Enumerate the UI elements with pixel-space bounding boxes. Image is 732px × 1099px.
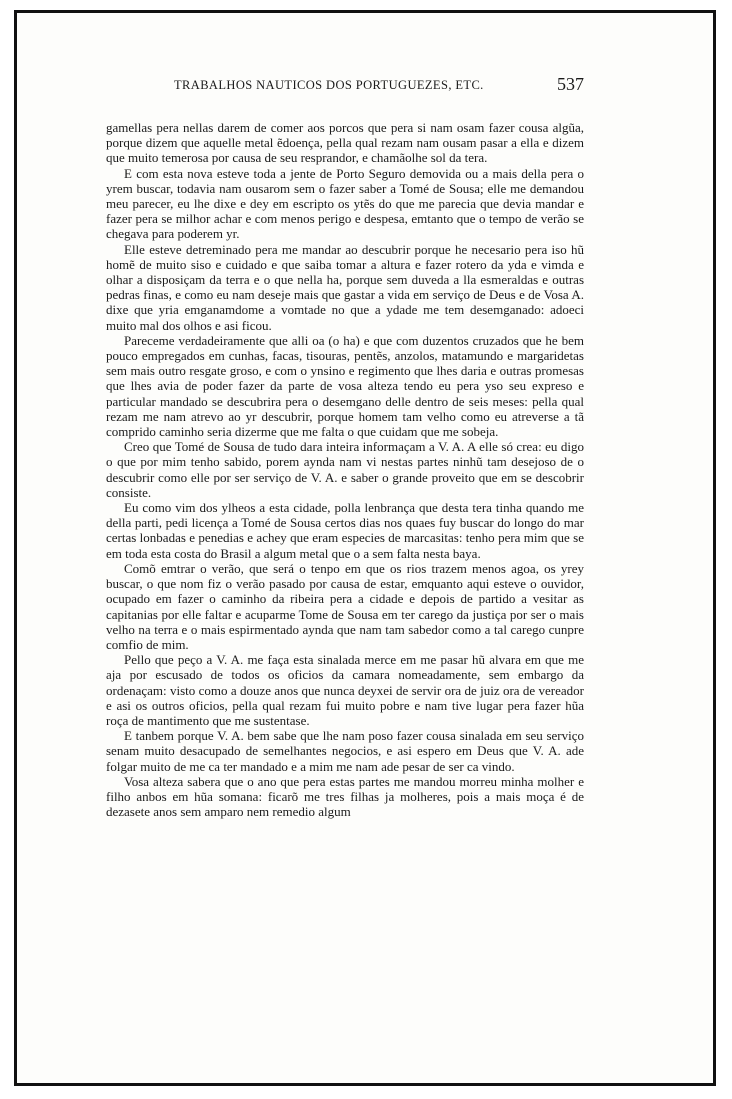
paragraph-5: Creo que Tomé de Sousa de tudo dara inteira informaçam a V. A. A elle só crea: eu digo o que por mim tenho sabido, porem aynda nam vi nestas partes ninhũ tam desejoso de o descubrir como elle por ser serviço de V. A. e saber o grande proveito que em se descobrir consiste. xyxy=(106,439,584,500)
body-text xyxy=(106,120,584,819)
paragraph-4: Pareceme verdadeiramente que alli oa (o ha) e que com duzentos cruzados que he bem pouco empregados em cunhas, facas, tisouras, pentẽs, anzolos, matamundo e margaridetas sem mais outro resgate groso, e com o ynsino e regimento que lhes daria e outras promesas que lhes avia de poder fazer da parte de vosa alteza tendo eu pera yso seu expreso e particular mandado se descubrira pera o desemgano delle dentro de seis meses: pella qual rezam me nam atrevo ao yr descubrir, porque homem tam velho como eu atreverse a tã comprido caminho seria dizerme que me falta o que cuidam que me sobeja. xyxy=(106,332,584,440)
paragraph-9: E tanbem porque V. A. bem sabe que lhe nam poso fazer cousa sinalada em seu serviço senam muito desacupado de semelhantes negocios, e asi espero em Deus que V. A. ade folgar muito de me ca ter mandado e a mim me nam ade pesar de ser ca vindo. xyxy=(106,728,584,774)
paragraph-6: Eu como vim dos ylheos a esta cidade, polla lenbrança que desta tera tinha quando me della parti, pedi licença a Tomé de Sousa certos dias nos quaes fuy buscar do longo do mar certas lonbadas e penedias e achey que eram especies de marcasitas: tenho pera mim que se em toda esta costa do Brasil a algum metal que o a sem falta nesta baya. xyxy=(106,500,584,561)
paragraph-1: gamellas pera nellas darem de comer aos porcos que pera si nam osam fazer cousa algũa, porque dizem que aquelle metal ẽdoença, pella qual rezam nam ousam pasar a ella e dizem que muito temerosa por causa de seu resprandor, e chamãolhe sol da tera. xyxy=(106,120,584,166)
paragraph-2: E com esta nova esteve toda a jente de Porto Seguro demovida ou a mais della pera o yrem buscar, todavia nam ousarom sem o fazer saber a Tomé de Sousa; elle me demandou meu parecer, eu lhe dixe e dey em escripto os ytẽs do que me parecia que devia mandar e fazer pera se milhor achar e com menos perigo e despesa, emtanto que o tempo de verão se chegava para poderem yr. xyxy=(106,165,584,242)
paragraph-8: Pello que peço a V. A. me faça esta sinalada merce em me pasar hũ alvara em que me aja por escusado de todos os oficios da camara nomeadamente, sem embargo da ordenaçam: visto como a douze anos que nunca deyxei de servir ora de juiz ora de vereador e asi os outros oficios, pella qual rezam fui muito pobre e nam tive lugar pera fazer hũa roça de mantimento que me sustentase. xyxy=(106,652,584,728)
paragraph-7: Comõ emtrar o verão, que será o tenpo em que os rios trazem menos agoa, os yrey buscar, o que nom fiz o verão pasado por causa de estar, emquanto aqui esteve o ouvidor, ocupado em fazer o caminho da ribeira pera a cidade e depois de partido a vesitar as capitanias por elle faltar e acuparme Tome de Sousa em ter carego da justiça por ser o mais velho na terra e o mais espirmentado aynda que nam tam sabedor como a tal carego cunpre comfio de mim. xyxy=(106,560,584,652)
paragraph-3: Elle esteve detreminado pera me mandar ao descubrir porque he necesario pera iso hũ homẽ de muito siso e cuidado e que saiba tomar a altura e fazer rotero da yda e vimda e olhar a disposiçam da terra e o que nella ha, porque sem duveda a lla esmeraldas e outras pedras finas, e como eu nam deseje mais que gastar a vida em serviço de Deus e de Vosa A. dixe que yria emganamdome a vomtade no que a ydade me tem desemganado: adoeci muito mal dos olhos e asi ficou. xyxy=(106,241,584,333)
paragraph-10: Vosa alteza sabera que o ano que pera estas partes me mandou morreu minha molher e filho anbos em hũa somana: ficarõ me tres filhas ja molheres, pois a mais moça é de dezasete anos sem amparo nem remedio algum xyxy=(106,773,584,820)
running-title: TRABALHOS NAUTICOS DOS PORTUGUEZES, ETC. xyxy=(174,78,484,92)
page-header xyxy=(106,72,584,96)
document-page xyxy=(106,72,584,819)
page-number: 537 xyxy=(557,74,584,94)
